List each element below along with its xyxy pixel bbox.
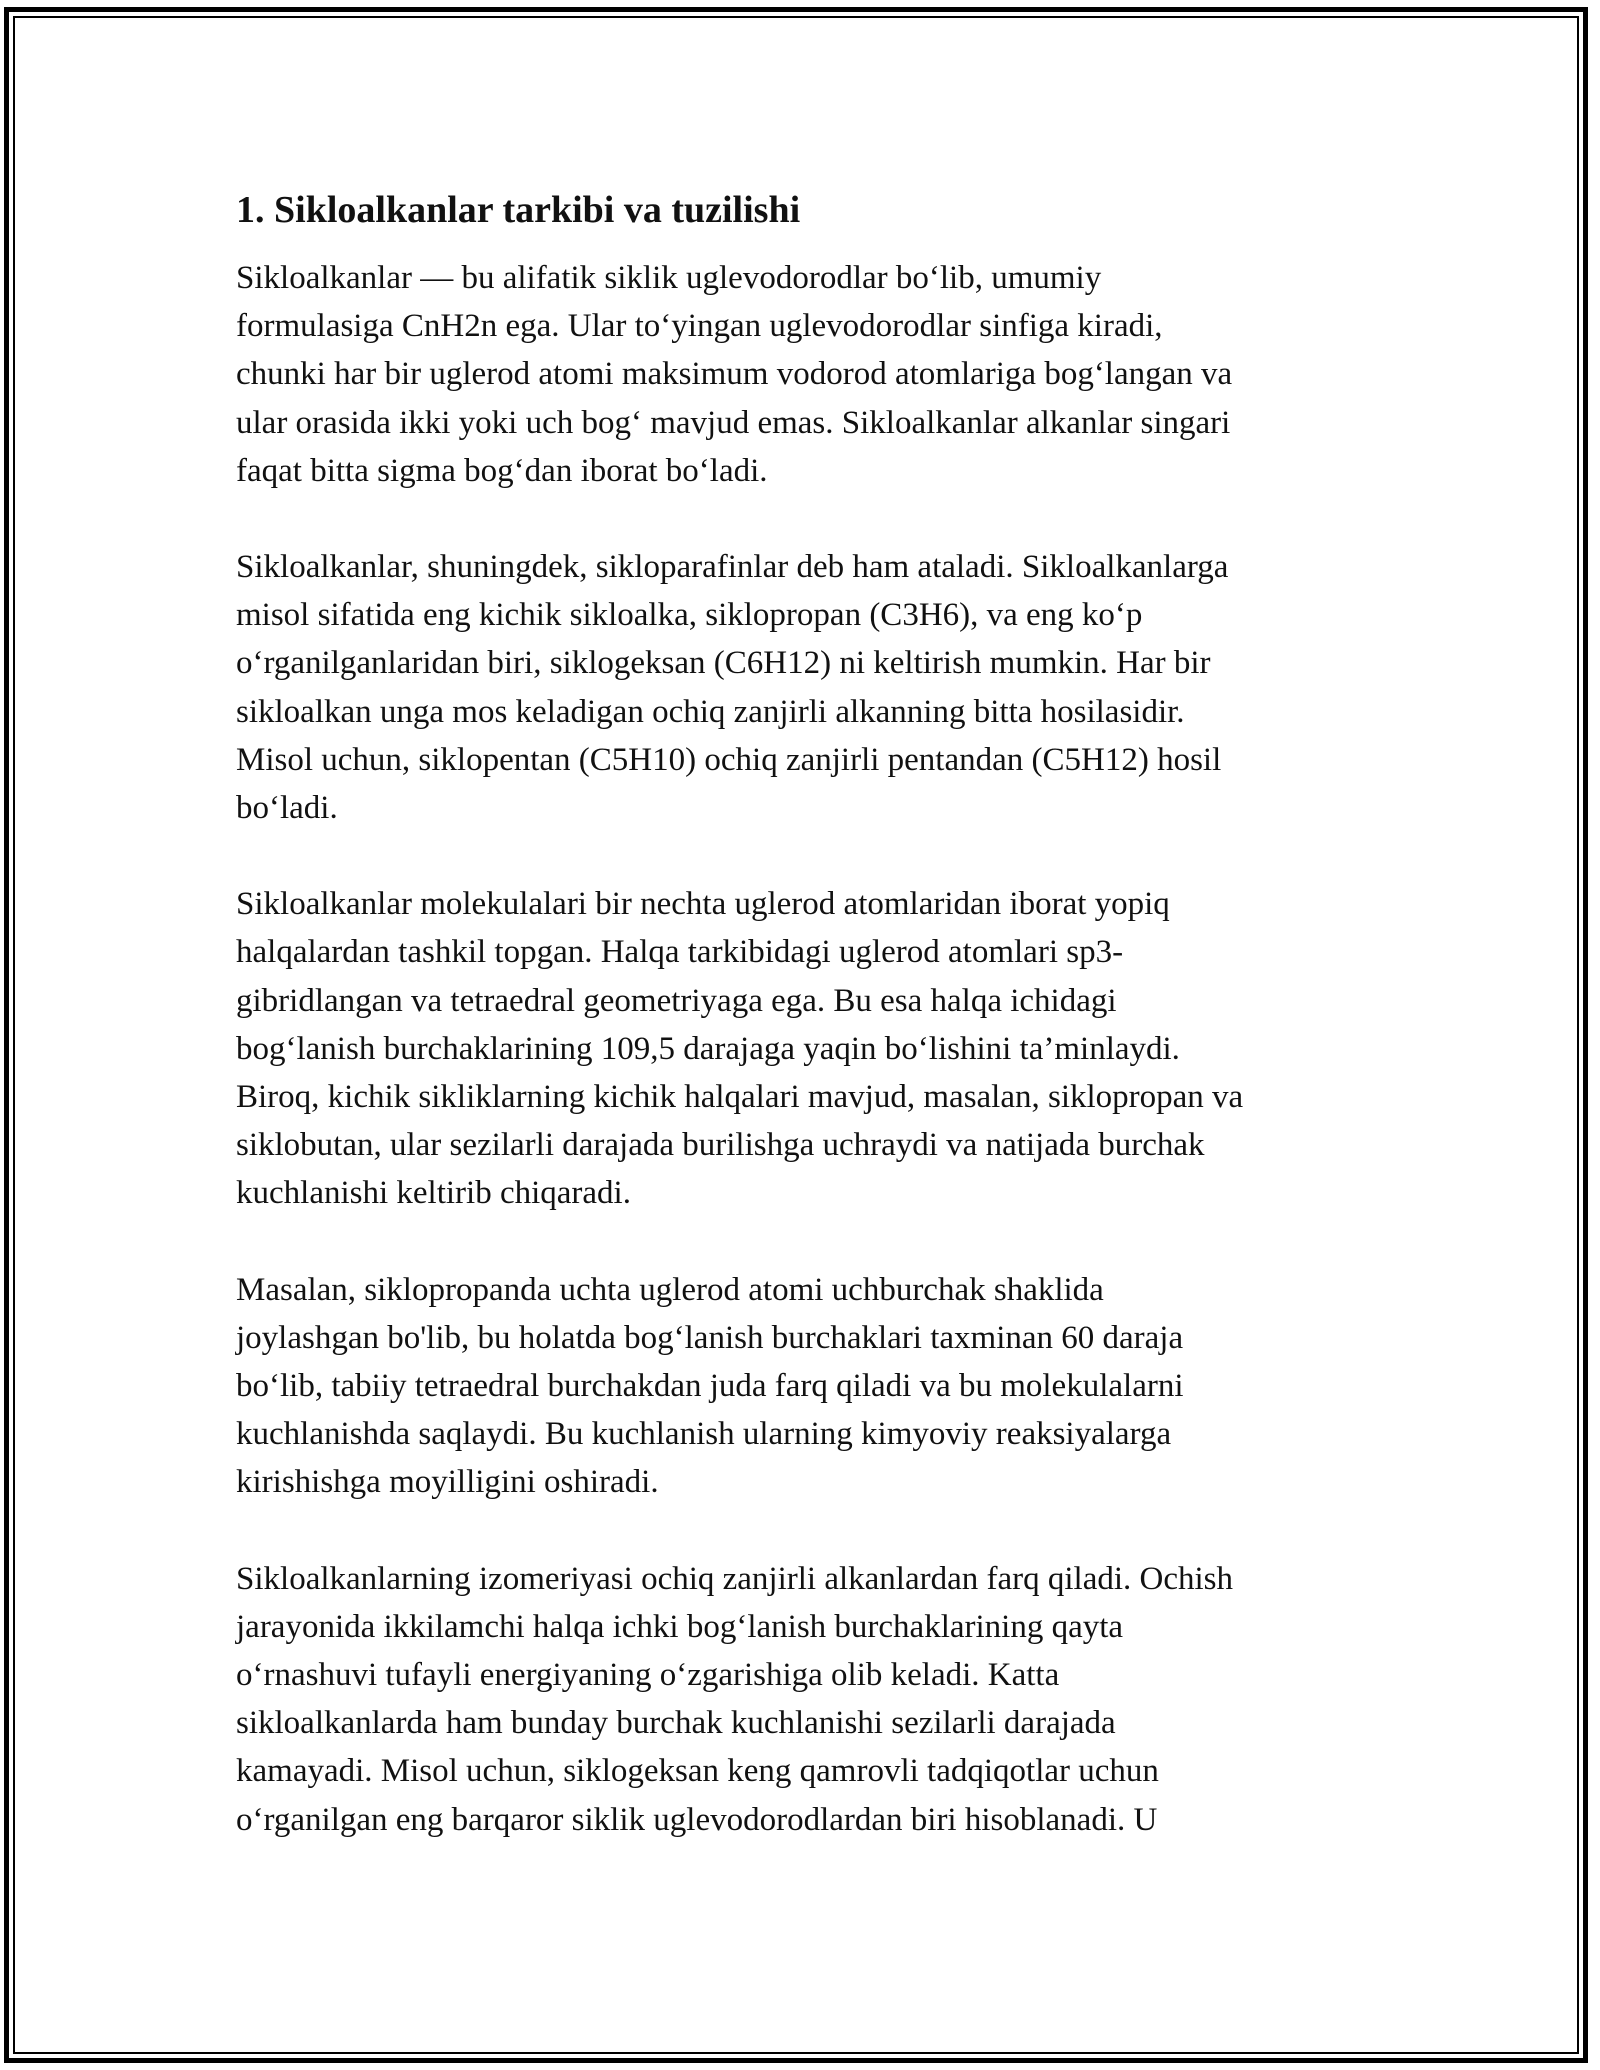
text-line: sikloalkan unga mos keladigan ochiq zanjirli alkanning bitta hosilasidir.: [236, 693, 1185, 730]
text-line: formulasiga CnH2n ega. Ular to‘yingan uglevodorodlar sinfiga kiradi,: [236, 308, 1163, 345]
text-line: Sikloalkanlarning izomeriyasi ochiq zanjirli alkanlardan farq qiladi. Ochish: [236, 1560, 1234, 1597]
text-line: sikloalkanlarda ham bunday burchak kuchlanishi sezilarli darajada: [236, 1705, 1116, 1742]
text-line: chunki har bir uglerod atomi maksimum vodorod atomlariga bog‘langan va: [236, 356, 1233, 393]
text-line: misol sifatida eng kichik sikloalka, siklopropan (C3H6), va eng ko‘p: [236, 597, 1143, 634]
text-line: o‘rganilgan eng barqaror siklik uglevodorodlardan biri hisoblanadi. U: [236, 1801, 1158, 1838]
text-line: gibridlangan va tetraedral geometriyaga ega. Bu esa halqa ichidagi: [236, 982, 1117, 1019]
text-line: Misol uchun, siklopentan (C5H10) ochiq zanjirli pentandan (C5H12) hosil: [236, 741, 1222, 778]
text-line: halqalardan tashkil topgan. Halqa tarkibidagi uglerod atomlari sp3-: [236, 934, 1124, 971]
text-line: bo‘lib, tabiiy tetraedral burchakdan juda farq qiladi va bu molekulalarni: [236, 1368, 1184, 1405]
text-line: joylashgan bo'lib, bu holatda bog‘lanish burchaklari taxminan 60 daraja: [236, 1319, 1184, 1356]
text-line: kuchlanishda saqlaydi. Bu kuchlanish ularning kimyoviy reaksiyalarga: [236, 1416, 1172, 1453]
paragraph-5: [236, 1555, 1366, 1844]
text-line: siklobutan, ular sezilarli darajada burilishga uchraydi va natijada burchak: [236, 1127, 1205, 1164]
paragraph-4: [236, 1266, 1366, 1507]
text-line: ular orasida ikki yoki uch bog‘ mavjud emas. Sikloalkanlar alkanlar singari: [236, 404, 1231, 441]
paragraph-1: [236, 254, 1366, 495]
text-line: bo‘ladi.: [236, 790, 338, 827]
paragraph-2: [236, 543, 1366, 832]
text-line: o‘rganilganlaridan biri, siklogeksan (C6H12) ni keltirish mumkin. Har bir: [236, 645, 1211, 682]
text-line: bog‘lanish burchaklarining 109,5 darajaga yaqin bo‘lishini ta’minlaydi.: [236, 1030, 1180, 1067]
text-line: kuchlanishi keltirib chiqaradi.: [236, 1175, 631, 1212]
text-line: Sikloalkanlar, shuningdek, sikloparafinlar deb ham ataladi. Sikloalkanlarga: [236, 549, 1229, 586]
paragraph-3: [236, 880, 1366, 1217]
text-line: o‘rnashuvi tufayli energiyaning o‘zgarishiga olib keladi. Katta: [236, 1657, 1060, 1694]
text-line: jarayonida ikkilamchi halqa ichki bog‘lanish burchaklarining qayta: [236, 1608, 1124, 1645]
text-line: Sikloalkanlar — bu alifatik siklik uglevodorodlar bo‘lib, umumiy: [236, 260, 1102, 296]
document-body: [236, 186, 1366, 1892]
text-line: kamayadi. Misol uchun, siklogeksan keng qamrovli tadqiqotlar uchun: [236, 1753, 1159, 1790]
text-line: Masalan, siklopropanda uchta uglerod atomi uchburchak shaklida: [236, 1271, 1104, 1308]
section-heading: 1. Sikloalkanlar tarkibi va tuzilishi: [236, 189, 801, 231]
text-line: Sikloalkanlar molekulalari bir nechta uglerod atomlaridan iborat yopiq: [236, 886, 1170, 923]
text-line: kirishishga moyilligini oshiradi.: [236, 1464, 659, 1501]
text-line: Biroq, kichik sikliklarning kichik halqalari mavjud, masalan, siklopropan va: [236, 1079, 1244, 1116]
text-line: faqat bitta sigma bog‘dan iborat bo‘ladi.: [236, 452, 768, 489]
